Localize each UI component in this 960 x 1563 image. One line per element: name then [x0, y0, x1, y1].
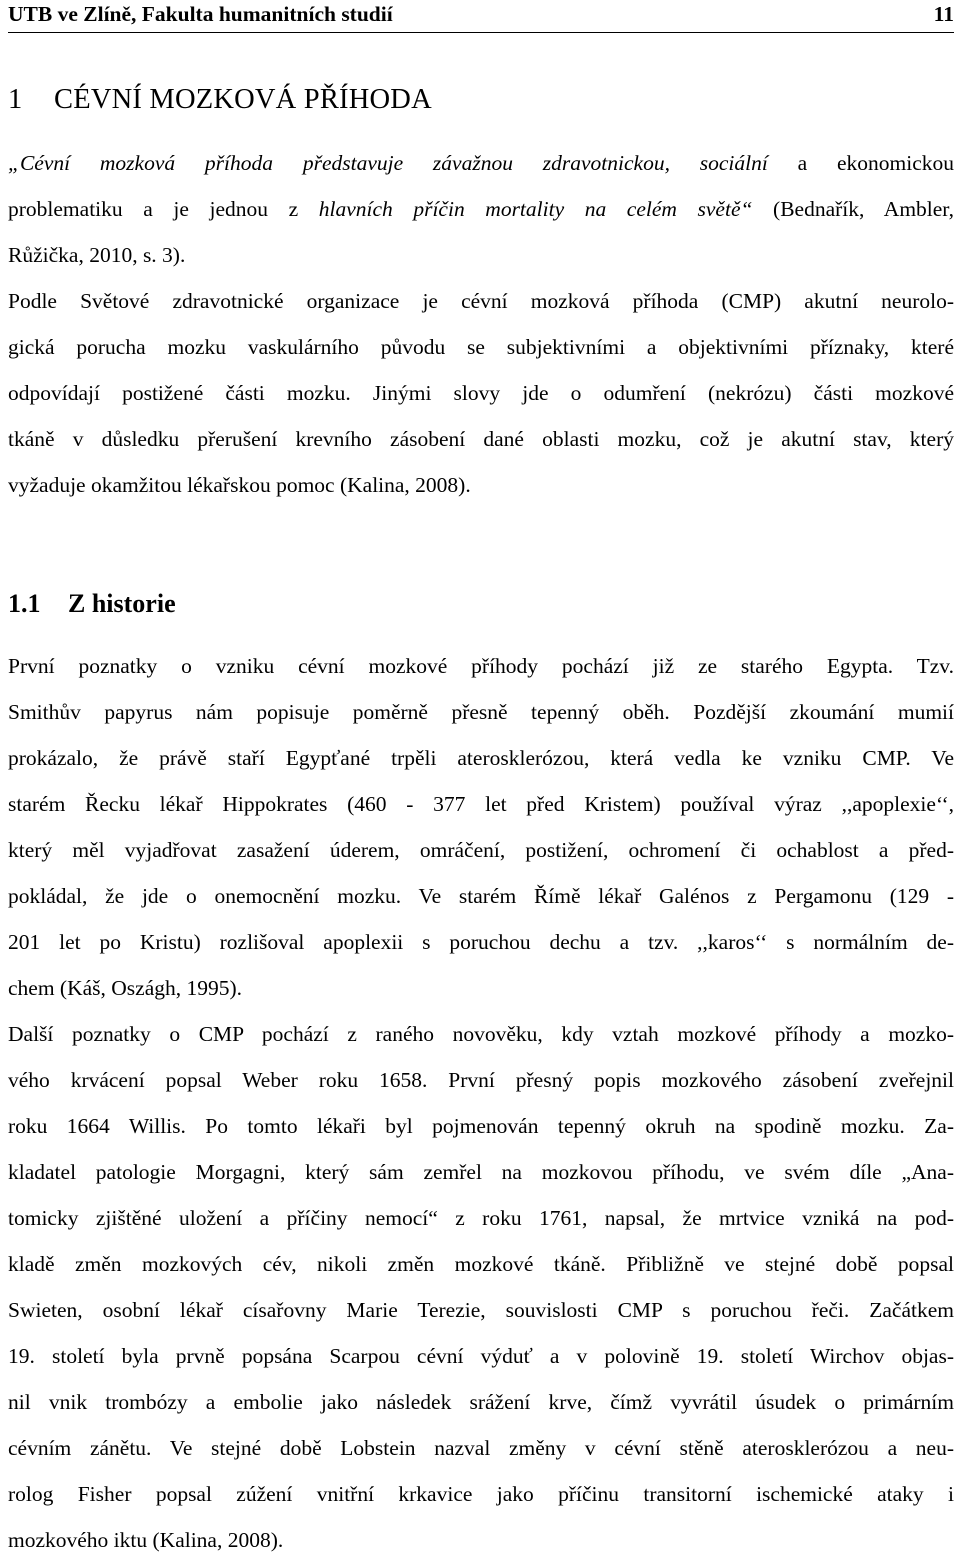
- intro-quote-paragraph: [8, 140, 954, 278]
- quote-text: hlavních příčin mortality na celém světě“: [318, 197, 753, 221]
- paragraph-line: Podle Světové zdravotnické organizace je cévní mozková příhoda (CMP) akutní neurolo-: [8, 289, 954, 313]
- section-title-text: Z historie: [68, 589, 176, 618]
- section-title: [8, 584, 176, 624]
- quote-text: „Cévní mozková příhoda představuje závažnou zdravotnickou, sociální: [8, 151, 768, 175]
- paragraph-line: roku 1664 Willis. Po tomto lékaři byl pojmenován tepenný okruh na spodině mozku. Za-: [8, 1114, 954, 1138]
- paragraph-line: mozkového iktu (Kalina, 2008).: [8, 1528, 284, 1552]
- paragraph-line: nil vnik trombózy a embolie jako následek srážení krve, čímž vyvrátil úsudek o primárním: [8, 1390, 954, 1414]
- paragraph-line: pokládal, že jde o onemocnění mozku. Ve starém Římě lékař Galénos z Pergamonu (129 -: [8, 884, 954, 908]
- definition-paragraph: [8, 278, 954, 508]
- paragraph-line: kladě změn mozkových cév, nikoli změn mozkové tkáně. Přibližně ve stejné době popsal: [8, 1252, 954, 1276]
- plain-text: problematiku a je jednou z: [8, 197, 319, 221]
- chapter-number: 1: [8, 84, 23, 115]
- paragraph-line: tomicky zjištěné uložení a příčiny nemocí“ z roku 1761, napsal, že mrtvice vzniká na pod-: [8, 1206, 954, 1230]
- chapter-title-text: CÉVNÍ MOZKOVÁ PŘÍHODA: [54, 84, 432, 115]
- plain-text: a ekonomickou: [767, 151, 955, 175]
- paragraph-line: rolog Fisher popsal zúžení vnitřní krkavice jako příčinu transitorní ischemické ataky i: [8, 1482, 954, 1506]
- paragraph-line: cévním zánětu. Ve stejné době Lobstein nazval změny v cévní stěně aterosklerózou a neu-: [8, 1436, 954, 1460]
- paragraph-line: prokázalo, že právě staří Egypťané trpěli aterosklerózou, která vedla ke vzniku CMP. Ve: [8, 746, 954, 770]
- running-header: [8, 0, 954, 33]
- paragraph-line: který měl vyjadřovat zasažení úderem, omráčení, postižení, ochromení či ochablost a před-: [8, 838, 954, 862]
- paragraph-line: První poznatky o vzniku cévní mozkové příhody pochází již ze starého Egypta. Tzv.: [8, 654, 954, 678]
- paragraph-line: Další poznatky o CMP pochází z raného novověku, kdy vztah mozkové příhody a mozko-: [8, 1022, 954, 1046]
- header-title: UTB ve Zlíně, Fakulta humanitních studií: [8, 2, 393, 26]
- paragraph-line: starém Řecku lékař Hippokrates (460 - 377 let před Kristem) používal výraz ,,apoplexie‘‘,: [8, 792, 954, 816]
- paragraph-line: tkáně v důsledku přerušení krevního zásobení dané oblasti mozku, což je akutní stav, který: [8, 427, 954, 451]
- paragraph-line: Smithův papyrus nám popisuje poměrně přesně tepenný oběh. Pozdější zkoumání mumií: [8, 700, 954, 724]
- section-number: 1.1: [8, 589, 41, 618]
- paragraph-line: vého krvácení popsal Weber roku 1658. První přesný popis mozkového zásobení zveřejnil: [8, 1068, 954, 1092]
- paragraph-line: [8, 140, 954, 186]
- paragraph-line: gická porucha mozku vaskulárního původu se subjektivními a objektivními příznaky, které: [8, 335, 954, 359]
- paragraph-line: kladatel patologie Morgagni, který sám zemřel na mozkovou příhodu, ve svém díle „Ana-: [8, 1160, 954, 1184]
- paragraph-line: 19. století byla prvně popsána Scarpou cévní výduť a v polovině 19. století Wirchov objas-: [8, 1344, 954, 1368]
- plain-text: (Bednařík, Ambler,: [752, 197, 954, 221]
- history-paragraph: [8, 643, 954, 1011]
- paragraph-line: 201 let po Kristu) rozlišoval apoplexii s poruchou dechu a tzv. ,,karos‘‘ s normálním de-: [8, 930, 954, 954]
- paragraph-line: chem (Káš, Oszágh, 1995).: [8, 976, 243, 1000]
- paragraph-line: Swieten, osobní lékař císařovny Marie Terezie, souvislosti CMP s poruchou řeči. Začátkem: [8, 1298, 954, 1322]
- paragraph-line: Růžička, 2010, s. 3).: [8, 243, 186, 267]
- early-modern-paragraph: [8, 1011, 954, 1563]
- page-number: 11: [933, 2, 954, 26]
- paragraph-line: vyžaduje okamžitou lékařskou pomoc (Kalina, 2008).: [8, 473, 471, 497]
- chapter-title: [8, 80, 432, 120]
- paragraph-line: odpovídají postižené části mozku. Jinými slovy jde o odumření (nekrózu) části mozkové: [8, 381, 954, 405]
- paragraph-line: [8, 186, 954, 232]
